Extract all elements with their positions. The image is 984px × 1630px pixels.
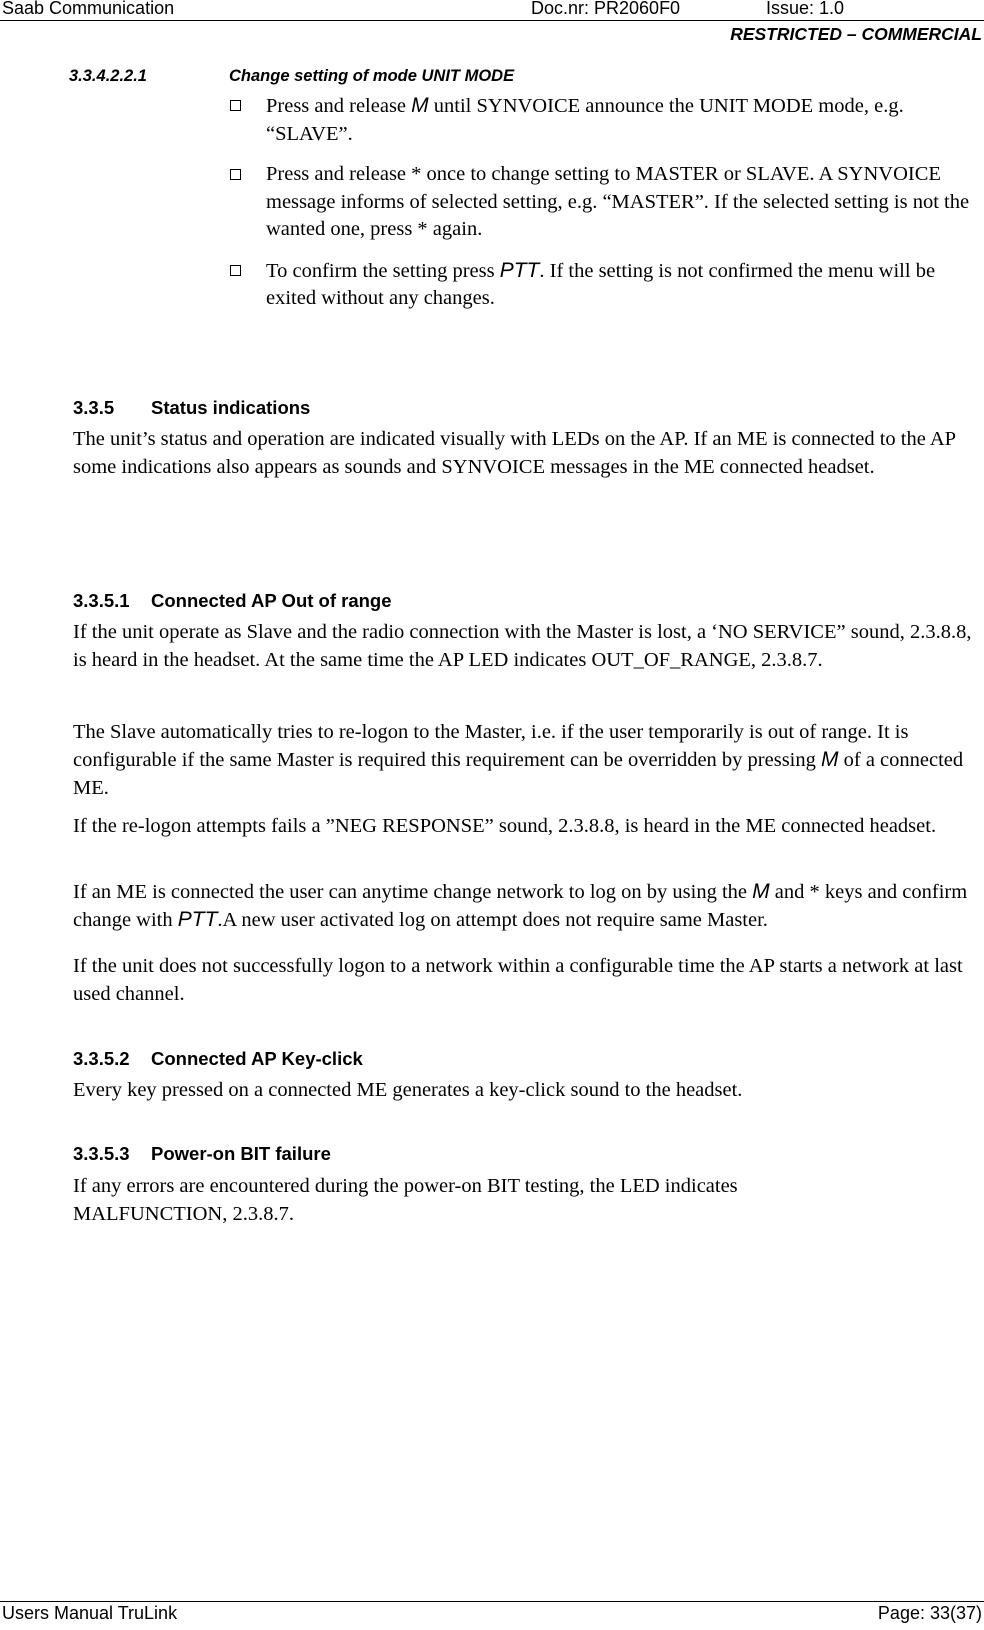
key-ptt: PTT: [499, 258, 540, 282]
header-issue: Issue: 1.0: [766, 0, 845, 18]
list-item: Press and release * once to change setting to MASTER or SLAVE. A SYNVOICE message informs of selected setting, e.g. “MASTER”. If the selected setting is not the wanted one, press * again.: [230, 161, 980, 244]
section-title: Connected AP Out of range: [151, 590, 392, 611]
section-number: 3.3.5.2: [73, 1048, 130, 1069]
section-heading-3-3-4-2-2-1: [69, 67, 515, 86]
footer-page-number: Page: 33(37): [877, 1603, 982, 1623]
instruction-list: [230, 92, 980, 326]
section-title: Change setting of mode UNIT MODE: [229, 67, 515, 85]
section-number: 3.3.4.2.2.1: [69, 67, 147, 85]
section-number: 3.3.5.3: [73, 1143, 130, 1164]
paragraph: If the re-logon attempts fails a ”NEG RESPONSE” sound, 2.3.8.8, is heard in the ME connected headset.: [73, 815, 937, 837]
header-rule: [0, 20, 984, 21]
section-number: 3.3.5: [73, 397, 115, 418]
key-m: M: [821, 748, 839, 771]
header-doc-number: Doc.nr: PR2060F0: [531, 0, 681, 18]
footer-rule: [0, 1601, 984, 1602]
paragraph: If an ME is connected the user can anytime change network to log on by using the M and * keys and confirm change with PTT.A new user activated log on attempt does not require same Master.: [73, 880, 968, 931]
section-title: Power-on BIT failure: [151, 1143, 331, 1164]
footer-manual-title: Users Manual TruLink: [2, 1603, 178, 1623]
section-heading-3-3-5-3: [73, 1143, 331, 1165]
classification-label: RESTRICTED – COMMERCIAL: [730, 24, 982, 44]
header-company: Saab Communication: [2, 0, 175, 18]
checkbox-bullet-icon: [230, 265, 241, 276]
paragraph: If the unit does not successfully logon to a network within a configurable time the AP starts a network at last used channel.: [73, 955, 963, 1005]
section-number: 3.3.5.1: [73, 590, 130, 611]
list-item: To confirm the setting press PTT. If the setting is not confirmed the menu will be exited without any changes.: [230, 257, 980, 313]
paragraph: If the unit operate as Slave and the radio connection with the Master is lost, a ‘NO SERVICE” sound, 2.3.8.8, is heard in the headset. At the same time the AP LED indicates OUT_OF_RANGE, 2.3.8.7.: [73, 621, 972, 671]
key-m: M: [752, 880, 770, 903]
key-ptt: PTT: [177, 908, 218, 931]
section-title: Status indications: [151, 397, 311, 418]
paragraph: Every key pressed on a connected ME generates a key-click sound to the headset.: [73, 1079, 743, 1101]
key-m: M: [411, 94, 429, 117]
section-heading-3-3-5-2: [73, 1048, 363, 1070]
list-item: Press and release M until SYNVOICE announce the UNIT MODE mode, e.g. “SLAVE”.: [230, 92, 980, 148]
section-heading-3-3-5-1: [73, 590, 392, 612]
checkbox-bullet-icon: [230, 169, 241, 180]
section-title: Connected AP Key-click: [151, 1048, 363, 1069]
paragraph: If any errors are encountered during the power-on BIT testing, the LED indicates MALFUNCTION, 2.3.8.7.: [73, 1175, 738, 1225]
paragraph: The unit’s status and operation are indicated visually with LEDs on the AP. If an ME is connected to the AP some indications also appears as sounds and SYNVOICE messages in the ME connected headset.: [73, 428, 956, 478]
section-heading-3-3-5: [73, 397, 310, 419]
paragraph: The Slave automatically tries to re-logon to the Master, i.e. if the user temporarily is out of range. It is configurable if the same Master is required this requirement can be overridden by pressing M of a connected ME.: [73, 721, 964, 799]
checkbox-bullet-icon: [230, 100, 241, 111]
